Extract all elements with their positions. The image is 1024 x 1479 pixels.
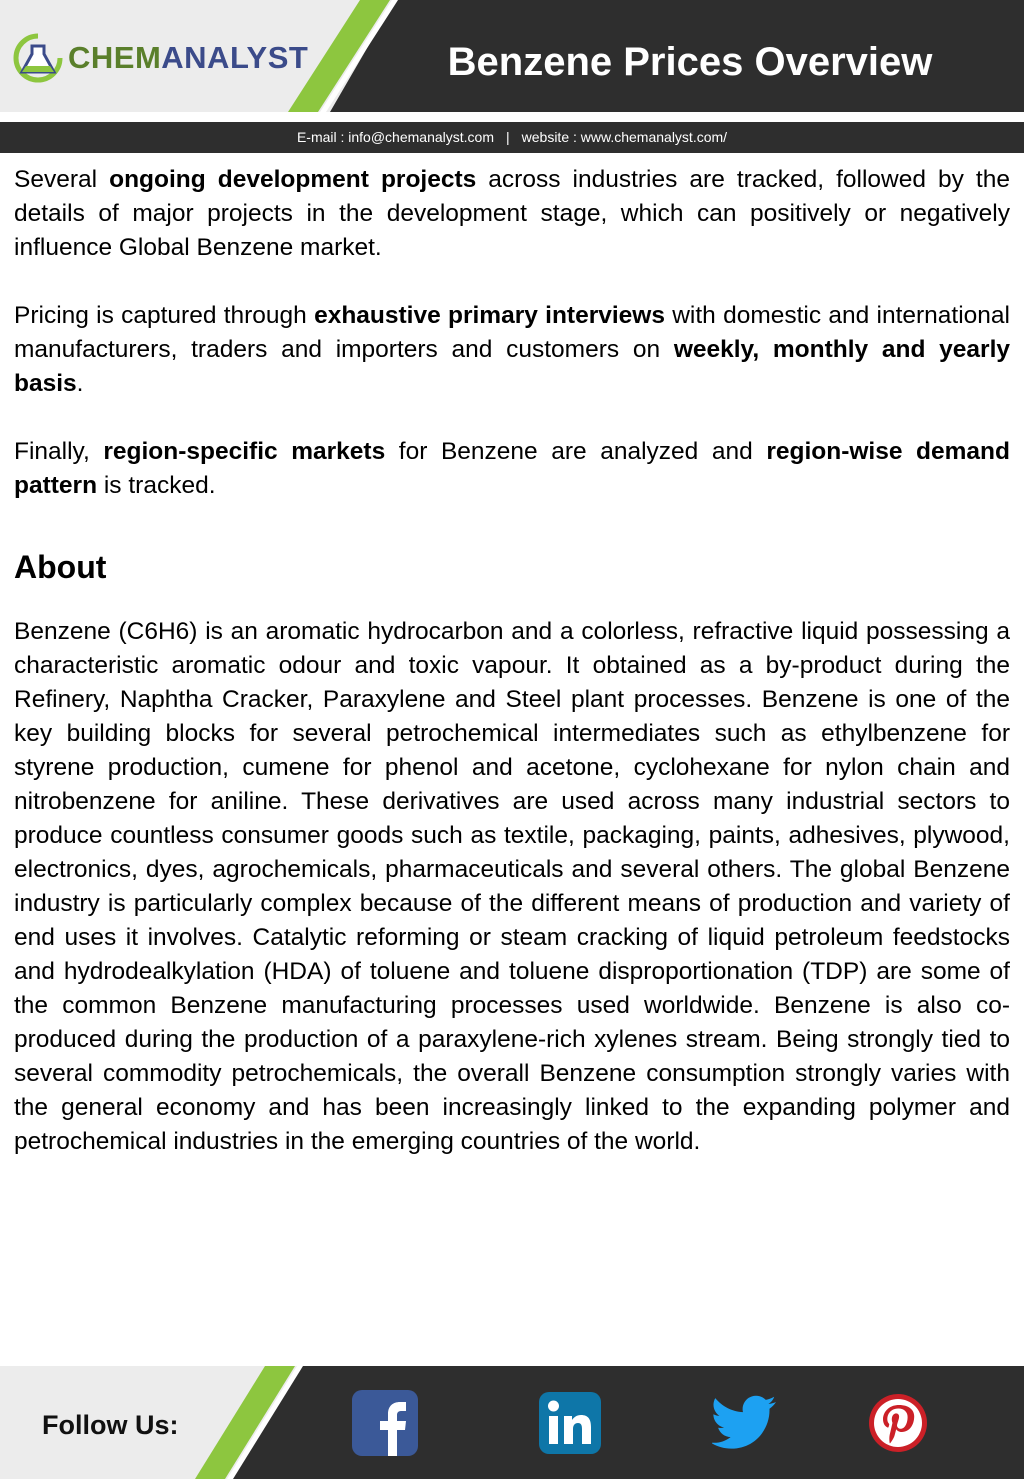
about-heading: About xyxy=(14,549,107,585)
paragraph-region-markets: Finally, region-specific markets for Benzene are analyzed and region-wise demand pattern is tracked. xyxy=(14,438,1010,499)
facebook-icon xyxy=(352,1390,418,1456)
facebook-link[interactable] xyxy=(352,1390,418,1456)
about-body: Benzene (C6H6) is an aromatic hydrocarbon and a colorless, refractive liquid possessing a characteristic aromatic odour and toxic vapour. It obtained as a by-product during the Refinery, Naphtha Cracker, Paraxylene and Steel plant processes. Benzene is one of the key building blocks for several petrochemical intermediates such as ethylbenzene for styrene production, cumene for phenol and acetone, cyclohexane for nylon chain and nitrobenzene for aniline. These derivatives are used across many industrial sectors to produce countless consumer goods such as textile, packaging, paints, adhesives, plywood, electronics, dyes, agrochemicals, pharmaceuticals and several others. The global Benzene industry is particularly complex because of the different means of production and variety of end uses it involves. Catalytic reforming or steam cracking of liquid petroleum feedstocks and hydrodealkylation (HDA) of toluene and toluene disproportionation (TDP) are some of the common Benzene manufacturing processes used worldwide. Benzene is also co-produced during the production of a paraxylene-rich xylenes stream. Being strongly tied to several commodity petrochemicals, the overall Benzene consumption strongly varies with the general economy and has been increasingly linked to the expanding polymer and petrochemical industries in the emerging countries of the world. xyxy=(14,618,1010,1155)
twitter-link[interactable] xyxy=(711,1390,777,1456)
flask-logo-icon xyxy=(12,32,64,84)
follow-us-label: Follow Us: xyxy=(42,1410,179,1440)
linkedin-icon xyxy=(539,1392,601,1454)
page-title: Benzene Prices Overview xyxy=(447,40,933,84)
linkedin-link[interactable] xyxy=(537,1390,603,1456)
page-header xyxy=(0,0,1024,112)
website-link[interactable]: website : www.chemanalyst.com/ xyxy=(521,129,728,145)
paragraph-pricing: Pricing is captured through exhaustive primary interviews with domestic and international manufacturers, traders and importers and customers on weekly, monthly and yearly basis. xyxy=(14,302,1010,397)
contact-bar xyxy=(0,122,1024,153)
paragraph-development-projects: Several ongoing development projects across industries are tracked, followed by the details of major projects in the development stage, which can positively or negatively influence Global Benzene market. xyxy=(14,166,1010,261)
contact-separator: | xyxy=(506,129,510,145)
twitter-icon xyxy=(712,1395,776,1451)
email-link[interactable]: E-mail : info@chemanalyst.com xyxy=(296,129,494,145)
main-content xyxy=(14,163,1010,1159)
chemanalyst-logo xyxy=(12,28,308,88)
pinterest-link[interactable] xyxy=(865,1390,931,1456)
pinterest-icon xyxy=(868,1393,928,1453)
logo-wordmark: CHEMANALYST xyxy=(68,40,309,75)
